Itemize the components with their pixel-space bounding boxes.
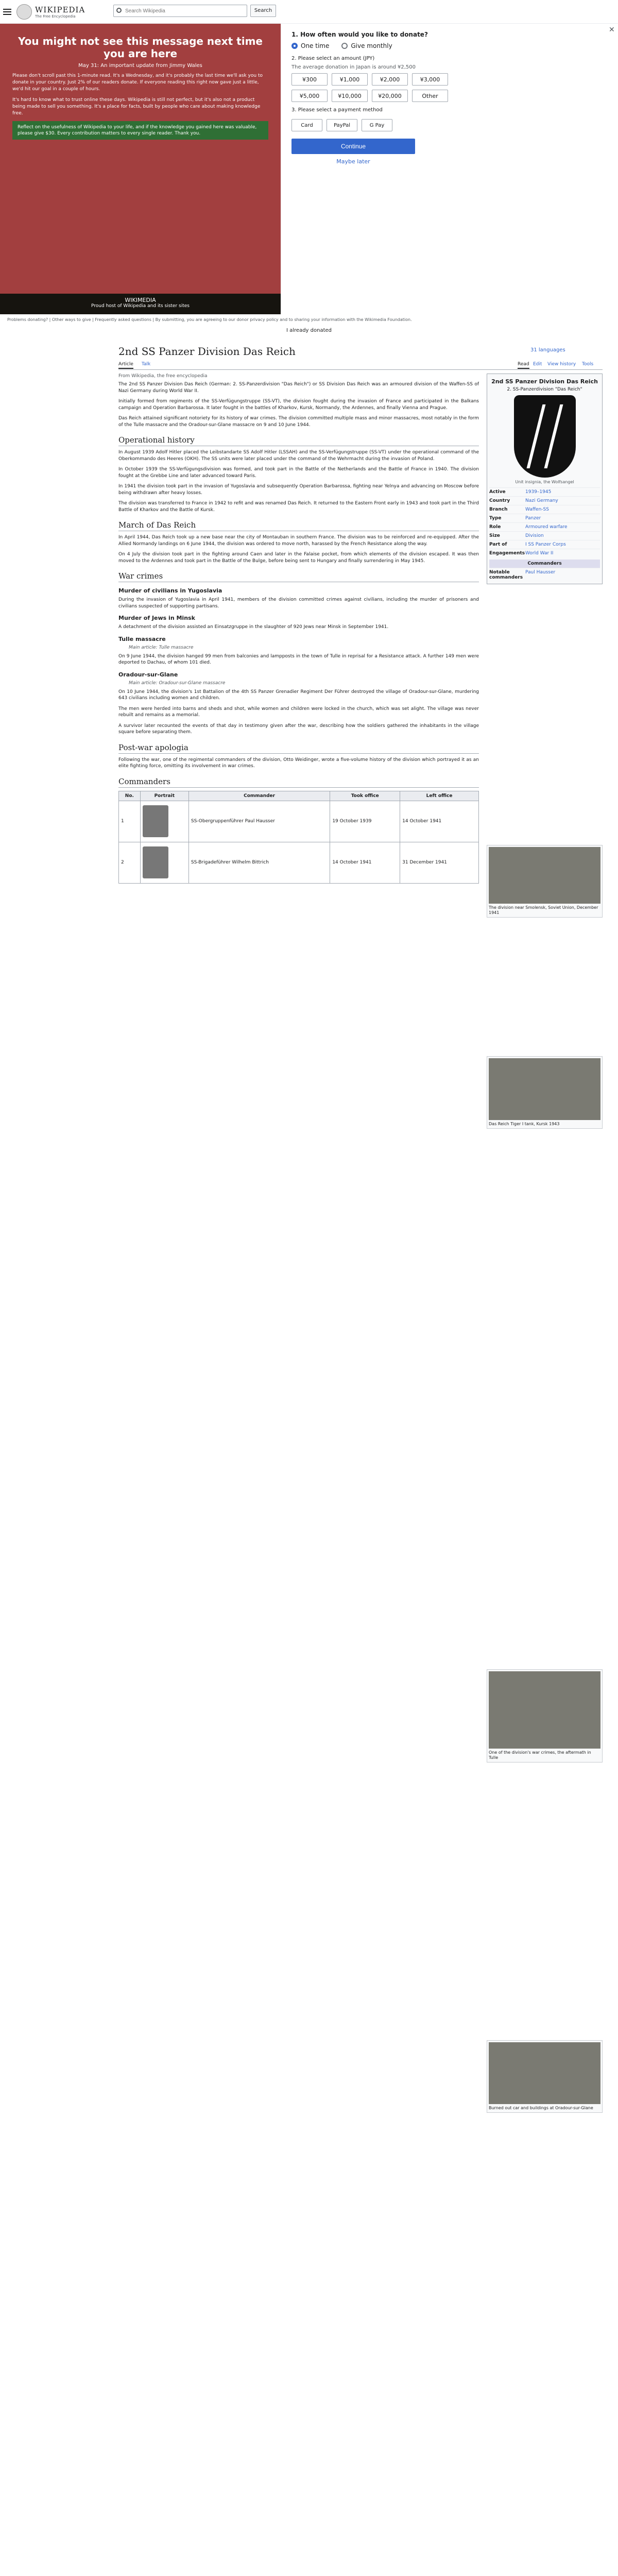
table-header: Left office	[400, 791, 479, 801]
infobox-key: Active	[489, 489, 506, 495]
table-cell	[140, 842, 188, 883]
close-icon[interactable]: ✕	[609, 26, 615, 34]
section-heading: March of Das Reich	[118, 520, 479, 531]
photo-image	[489, 1058, 600, 1120]
paragraph: The men were herded into barns and sheds and shot, while women and children were locked in the church, which was set alight. The village was never rebuilt and remains as a memorial.	[118, 706, 479, 718]
article-body	[118, 381, 479, 884]
frequency-monthly-label: Give monthly	[351, 42, 392, 49]
amount-hint: The average donation in Japan is around ¥2,500	[291, 64, 416, 70]
infobox-value[interactable]: Waffen-SS	[525, 507, 549, 512]
frequency-question: 1. How often would you like to donate?	[291, 31, 428, 38]
table-header: Commander	[188, 791, 330, 801]
table-cell	[140, 801, 188, 842]
amount-option[interactable]: ¥3,000	[412, 73, 448, 86]
paragraph: A detachment of the division assisted an Einsatzgruppe in the slaughter of 920 Jews near Minsk in September 1941.	[118, 624, 389, 630]
tab-tools[interactable]: Tools	[582, 362, 594, 367]
photo-image	[489, 2042, 600, 2104]
infobox-value[interactable]: Armoured warfare	[525, 524, 568, 530]
menu-icon[interactable]	[3, 7, 11, 14]
figure-caption: Burned out car and buildings at Oradour-sur-Glane	[489, 2106, 593, 2110]
subsection-heading: Murder of Jews in Minsk	[118, 615, 195, 621]
page-tabs	[118, 361, 603, 370]
section-heading: Post-war apologia	[118, 743, 479, 754]
figure-thumbnail[interactable]	[487, 1669, 603, 1762]
banner-note: Reflect on the usefulness of Wikipedia to your life, and if the knowledge you gained here was valuable, please give $30. Every contribution matters to every single reader. Thank you.	[12, 121, 268, 140]
paragraph: In 1941 the division took part in the invasion of Yugoslavia and subsequently Operation Barbarossa, fighting near Yelnya and advancing on Moscow before being withdrawn after heavy losses.	[118, 484, 479, 496]
site-header	[0, 0, 618, 24]
main-article-link[interactable]: Main article: Tulle massacre	[129, 645, 194, 650]
site-tagline: The Free Encyclopedia	[35, 14, 76, 19]
paragraph: On 4 July the division took part in the fighting around Caen and later in the Falaise pocket, from which elements of the division escaped. It was then moved to the Ardennes and took part in the Battle of the Bulge, before being sent to Hungary and finally surrendering in May 1945.	[118, 552, 479, 564]
infobox-value[interactable]: Nazi Germany	[525, 498, 558, 503]
infobox-value[interactable]: Paul Hausser	[525, 570, 556, 575]
table-row	[119, 801, 479, 842]
section-heading: Commanders	[118, 777, 479, 788]
already-donated-link[interactable]: I already donated	[286, 328, 332, 333]
table-header: No.	[119, 791, 141, 801]
infobox-title: 2nd SS Panzer Division Das Reich	[491, 378, 598, 385]
infobox-key: Country	[489, 498, 510, 503]
table-cell: 2	[119, 842, 141, 883]
infobox-key: Size	[489, 533, 500, 538]
paragraph: On 10 June 1944, the division's 1st Battalion of the 4th SS Panzer Grenadier Regiment Der Führer destroyed the village of Oradour-sur-Glane, murdering 643 civilians including women and children.	[118, 689, 479, 701]
maybe-later-link[interactable]: Maybe later	[336, 158, 370, 165]
infobox-value[interactable]: Panzer	[525, 516, 541, 521]
figure-thumbnail[interactable]	[487, 2040, 603, 2113]
table-header: Took office	[330, 791, 400, 801]
frequency-once-option[interactable]	[291, 42, 329, 49]
search-button[interactable]: Search	[250, 5, 276, 17]
frequency-once-label: One time	[301, 42, 330, 49]
infobox-value[interactable]: I SS Panzer Corps	[525, 542, 566, 547]
payment-gpay-button[interactable]: G Pay	[362, 119, 392, 131]
tab-read[interactable]: Read	[518, 362, 529, 369]
infobox-key: Engagements	[489, 551, 525, 556]
wikipedia-logo-icon[interactable]	[16, 4, 32, 20]
continue-button[interactable]: Continue	[291, 139, 415, 154]
table-cell: 14 October 1941	[330, 842, 400, 883]
paragraph: Das Reich attained significant notoriety for its history of war crimes. The division committed multiple mass and minor massacres, most notably in the form of the Tulle massacre and the Oradour-sur-Glane massacre on 9 and 10 June 1944.	[118, 416, 479, 428]
subsection-heading: Oradour-sur-Glane	[118, 671, 178, 678]
subsection-heading: Murder of civilians in Yugoslavia	[118, 587, 222, 594]
paragraph: In April 1944, Das Reich took up a new base near the city of Montauban in southern France. The division was to be reinforced and re-equipped. After the Allied Normandy landings on 6 June 1944, the division was ordered to move north, harassed by the French Resistance along the way.	[118, 535, 479, 547]
infobox-value[interactable]: Division	[525, 533, 544, 538]
amount-option[interactable]: ¥300	[291, 73, 328, 86]
paragraph: A survivor later recounted the events of that day in testimony given after the war, describing how the soldiers gathered the inhabitants in the village square before separating them.	[118, 723, 479, 735]
tab-article[interactable]: Article	[118, 362, 133, 369]
paragraph: On 9 June 1944, the division hanged 99 men from balconies and lampposts in the town of Tulle in reprisal for a Resistance attack. A further 149 men were deported to Dachau, of whom 101 died.	[118, 653, 479, 665]
wolfsangel-insignia-icon[interactable]	[514, 395, 576, 478]
table-header: Portrait	[140, 791, 188, 801]
figure-caption: Das Reich Tiger I tank, Kursk 1943	[489, 1122, 560, 1126]
banner-headline: You might not see this message next time you are here	[18, 35, 263, 60]
table-cell: 19 October 1939	[330, 801, 400, 842]
infobox	[487, 374, 603, 584]
tab-view-history[interactable]: View history	[547, 362, 576, 367]
payment-prompt: 3. Please select a payment method	[291, 107, 383, 113]
paragraph: During the invasion of Yugoslavia in April 1941, members of the division committed crimes against civilians, including the murder of prisoners and civilians suspected of supporting partisans.	[118, 597, 479, 609]
table-cell: 14 October 1941	[400, 801, 479, 842]
section-heading: War crimes	[118, 571, 479, 582]
search-icon	[116, 8, 122, 13]
amount-option[interactable]: ¥20,000	[372, 90, 408, 102]
paragraph: Following the war, one of the regimental commanders of the division, Otto Weidinger, wrote a five-volume history of the division which portrayed it as an elite fighting force, omitting its involvement in war crimes.	[118, 757, 479, 769]
donate-form	[281, 24, 618, 312]
infobox-key: Notable commanders	[489, 570, 523, 580]
photo-image	[489, 1671, 600, 1749]
portrait-image[interactable]	[143, 805, 168, 837]
banner-paragraph: Please don't scroll past this 1-minute read. It's a Wednesday, and it's probably the last time we'll ask you to donate in your country. Just 2% of our readers donate. If everyone reading this right now gave just a little, we'd hit our goal in a couple of hours.	[12, 73, 263, 92]
radio-selected-icon	[291, 43, 298, 49]
amount-other-option[interactable]: Other	[412, 90, 448, 102]
table-cell: 31 December 1941	[400, 842, 479, 883]
paragraph: In October 1939 the SS-Verfügungsdivision was formed, and took part in the Battle of the Netherlands and the Battle of France in 1940. The division fought at the Grebbe Line and later advanced toward Paris.	[118, 467, 479, 479]
tab-talk[interactable]: Talk	[142, 362, 151, 367]
main-article-link[interactable]: Main article: Oradour-sur-Glane massacre	[129, 680, 226, 686]
portrait-image[interactable]	[143, 846, 168, 878]
amount-option[interactable]: ¥1,000	[332, 73, 368, 86]
paragraph: In August 1939 Adolf Hitler placed the Leibstandarte SS Adolf Hitler (LSSAH) and the SS-Verfügungstruppe (SS-VT) under the operational command of the Oberkommando des Heeres (OKH). The SS units were later placed under the command of the Wehrmacht during the invasion of Poland.	[118, 450, 479, 462]
paragraph: The division was transferred to France in 1942 to refit and was renamed Das Reich. It returned to the Eastern Front early in 1943 and took part in the Third Battle of Kharkov and the Battle of Kursk.	[118, 501, 479, 513]
subsection-heading: Tulle massacre	[118, 635, 166, 642]
paragraph: The 2nd SS Panzer Division Das Reich (German: 2. SS-Panzerdivision "Das Reich") or SS Division Das Reich was an armoured division of the Waffen-SS of Nazi Germany during World War II.	[118, 382, 479, 394]
amount-option[interactable]: ¥10,000	[332, 90, 368, 102]
site-name: WIKIPEDIA	[35, 5, 85, 14]
infobox-caption: Unit insignia, the Wolfsangel	[515, 480, 574, 484]
amount-option[interactable]: ¥2,000	[372, 73, 408, 86]
figure-thumbnail[interactable]	[487, 1056, 603, 1129]
table-row	[119, 842, 479, 883]
commanders-table	[118, 791, 479, 884]
page-title: 2nd SS Panzer Division Das Reich	[118, 345, 296, 358]
amount-option[interactable]: ¥5,000	[291, 90, 328, 102]
wikimedia-name: WIKIMEDIA	[125, 297, 156, 303]
frequency-monthly-option[interactable]	[341, 42, 392, 49]
infobox-section-head: Commanders	[489, 560, 600, 568]
wikimedia-sub: Proud host of Wikipedia and its sister sites	[91, 303, 190, 309]
payment-card-button[interactable]: Card	[291, 119, 322, 131]
tab-edit[interactable]: Edit	[533, 362, 542, 367]
figure-caption: One of the division's war crimes, the aftermath in Tulle	[489, 1750, 591, 1760]
infobox-value: 1939–1945	[525, 489, 552, 495]
table-cell[interactable]: SS-Brigadeführer Wilhelm Bittrich	[188, 842, 330, 883]
infobox-key: Type	[489, 516, 502, 521]
wikimedia-footer	[0, 294, 281, 314]
banner-date: May 31: An important update from Jimmy Wales	[78, 63, 202, 69]
search-input[interactable]	[113, 5, 247, 17]
photo-image	[489, 847, 600, 904]
fundraising-banner	[0, 24, 281, 302]
radio-icon	[341, 43, 348, 49]
banner-paragraph: It's hard to know what to trust online these days. Wikipedia is still not perfect, but it's also not a product being made to sell you something. It's a place for facts, built by people who care about making knowledge free.	[12, 97, 261, 116]
figure-caption: The division near Smolensk, Soviet Union, December 1941	[489, 905, 598, 915]
infobox-key: Role	[489, 524, 501, 530]
from-wikipedia: From Wikipedia, the free encyclopedia	[118, 374, 208, 379]
payment-paypal-button[interactable]: PayPal	[327, 119, 357, 131]
table-cell[interactable]: SS-Obergruppenführer Paul Hausser	[188, 801, 330, 842]
section-heading: Operational history	[118, 435, 479, 446]
infobox-value[interactable]: World War II	[525, 551, 554, 556]
figure-thumbnail[interactable]	[487, 845, 603, 918]
infobox-key: Branch	[489, 507, 508, 512]
table-cell: 1	[119, 801, 141, 842]
infobox-subtitle: 2. SS-Panzerdivision "Das Reich"	[507, 387, 582, 392]
banner-footnote: Problems donating? | Other ways to give | Frequently asked questions | By submitting, you are agreeing to our donor privacy policy and to sharing your information with the Wikimedia Foundation.	[7, 317, 412, 322]
languages-button[interactable]: 31 languages	[530, 347, 565, 353]
paragraph: Initially formed from regiments of the SS-Verfügungstruppe (SS-VT), the division fought during the invasion of France and participated in the Balkans campaign and Operation Barbarossa. It later fought in the battles of Kharkov, Kursk, Normandy, the Ardennes, and finally Vienna and Prague.	[118, 399, 479, 411]
infobox-key: Part of	[489, 542, 507, 547]
amount-prompt: 2. Please select an amount (JPY)	[291, 56, 375, 61]
